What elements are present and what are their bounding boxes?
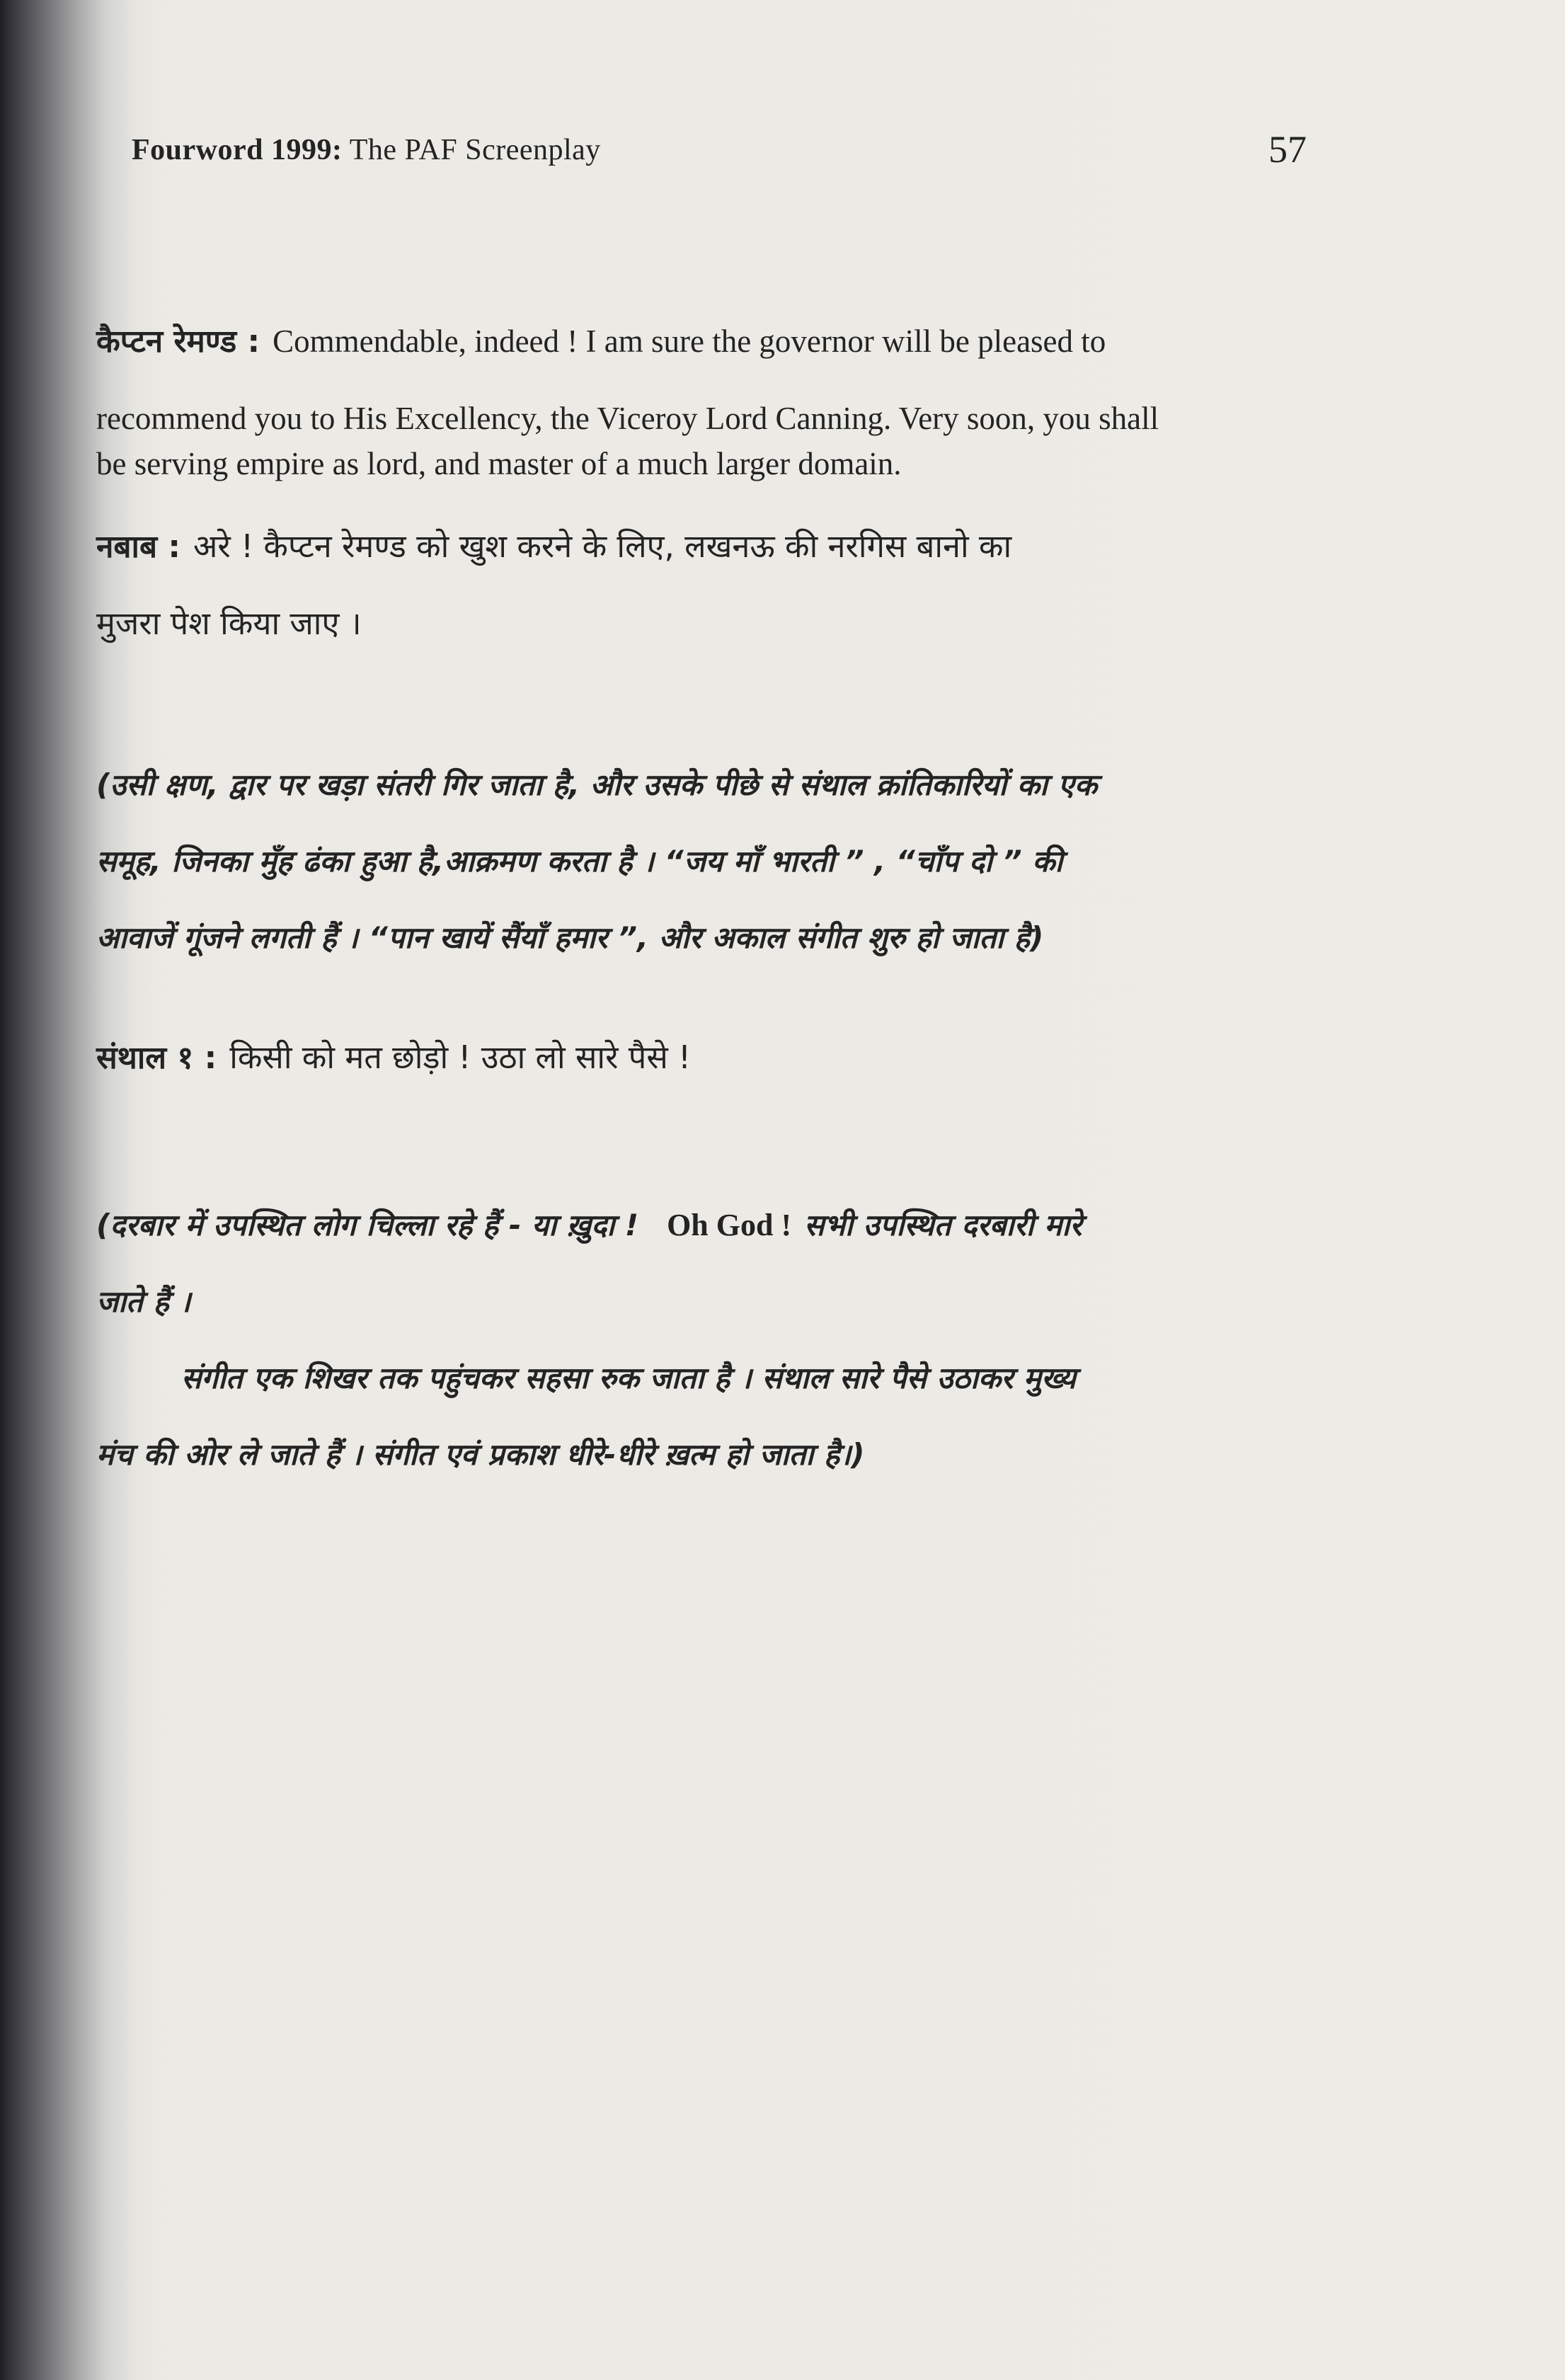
dialogue-text: किसी को मत छोड़ो ! उठा लो सारे पैसे ! bbox=[229, 1039, 692, 1076]
header-title bbox=[132, 133, 601, 167]
dialogue-text: मुजरा पेश किया जाए । bbox=[96, 605, 362, 642]
dialogue-text: अरे ! कैप्टन रेमण्ड को खुश करने के लिए, लखनऊ की नरगिस बानो का bbox=[193, 527, 1012, 565]
screenplay-title: The PAF Screenplay bbox=[349, 134, 601, 166]
dialogue-santhal bbox=[96, 1019, 1300, 1097]
dialogue-line bbox=[96, 303, 1300, 380]
direction-text: जाते हैं । bbox=[96, 1284, 191, 1319]
speaker-name: संथाल १ : bbox=[96, 1040, 217, 1076]
direction-text: (दरबार में उपस्थित लोग चिल्ला रहे हैं - या ख़ुदा ! bbox=[96, 1208, 639, 1242]
dialogue-text: Commendable, indeed ! I am sure the governor will be pleased to bbox=[273, 324, 1106, 359]
stage-direction-2 bbox=[96, 1186, 1300, 1493]
page-number: 57 bbox=[1268, 128, 1307, 171]
stage-direction-1 bbox=[96, 747, 1300, 976]
direction-text: समूह, जिनका मुँह ढंका हुआ है,आक्रमण करता है । “जय माँ भारती ” , “चाँप दो ” की bbox=[96, 844, 1063, 879]
dialogue-text: recommend you to His Excellency, the Viceroy Lord Canning. Very soon, you shall bbox=[96, 401, 1159, 436]
book-label: Fourword 1999: bbox=[132, 134, 343, 166]
dialogue-raymond bbox=[96, 303, 1300, 485]
direction-text: मंच की ओर ले जाते हैं । संगीत एवं प्रकाश धीरे-धीरे ख़त्म हो जाता है।) bbox=[96, 1437, 865, 1472]
speaker-name: कैप्टन रेमण्ड : bbox=[96, 324, 260, 360]
dialogue-text: be serving empire as lord, and master of a much larger domain. bbox=[96, 446, 902, 481]
direction-text: संगीत एक शिखर तक पहुंचकर सहसा रुक जाता है । संथाल सारे पैसे उठाकर मुख्य bbox=[181, 1361, 1076, 1395]
direction-english-text: Oh God ! bbox=[667, 1208, 792, 1242]
direction-text: सभी उपस्थित दरबारी मारे bbox=[804, 1208, 1082, 1242]
running-header bbox=[132, 127, 1307, 177]
direction-line bbox=[96, 1186, 1300, 1264]
speaker-name: नबाब : bbox=[96, 529, 180, 565]
dialogue-line bbox=[96, 1019, 1300, 1097]
direction-text: आवाजें गूंजने लगती हैं । “पान खायें सैंयाँ हमार ”, और अकाल संगीत शुरु हो जाता है) bbox=[96, 920, 1044, 955]
dialogue-nawab bbox=[96, 508, 1300, 662]
direction-text: (उसी क्षण, द्वार पर खड़ा संतरी गिर जाता है, और उसके पीछे से संथाल क्रांतिकारियों का एक bbox=[96, 767, 1097, 802]
dialogue-line bbox=[96, 508, 1300, 585]
